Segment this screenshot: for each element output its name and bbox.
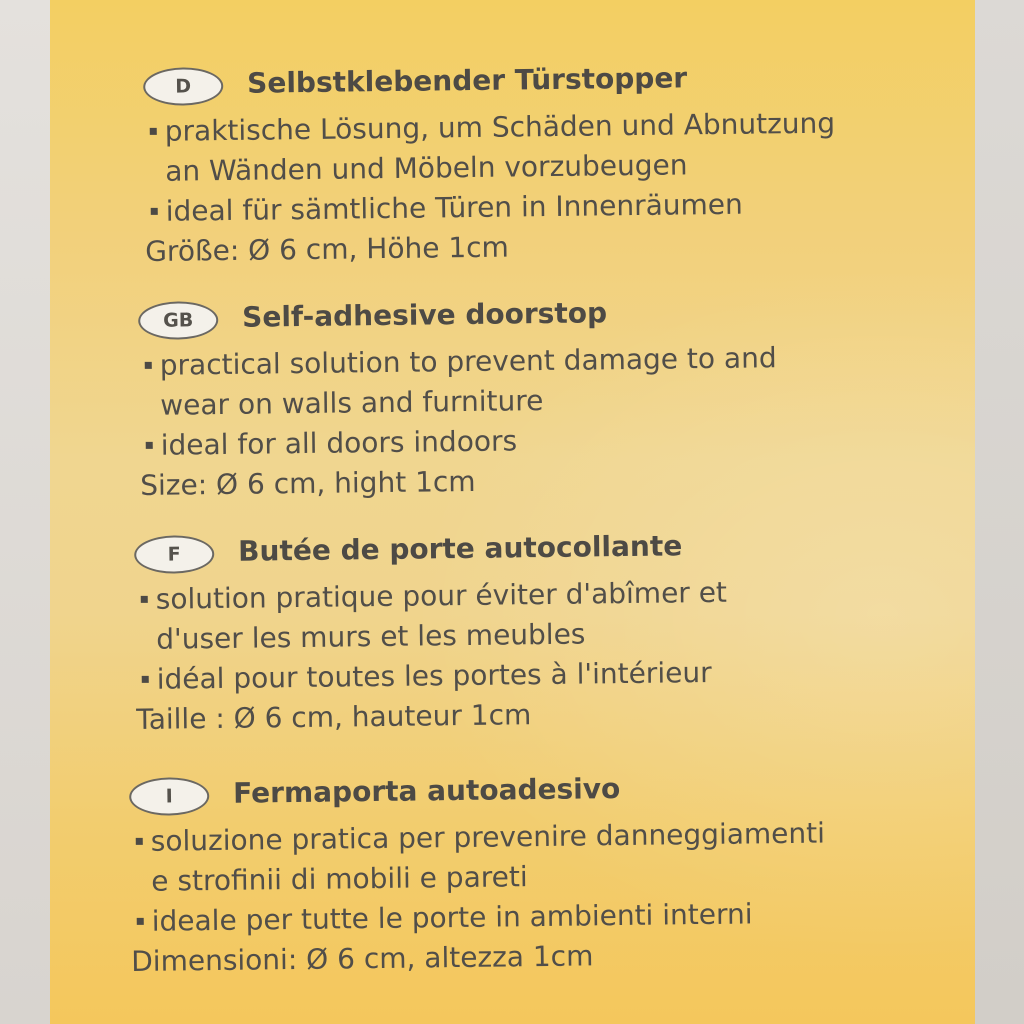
size-spec: Dimensioni: Ø 6 cm, altezza 1cm bbox=[131, 939, 594, 978]
product-title: Fermaporta autoadesivo bbox=[232, 772, 621, 810]
section-fr bbox=[134, 529, 729, 740]
feature-text: idéal pour toutes les portes à l'intérieur bbox=[156, 655, 712, 696]
feature-continuation: e strofinii di mobili e pareti bbox=[151, 860, 528, 898]
feature-continuation: wear on walls and furniture bbox=[160, 384, 544, 422]
section-header bbox=[138, 294, 776, 346]
product-title: Butée de porte autocollante bbox=[237, 529, 683, 568]
bullet-icon bbox=[142, 675, 149, 682]
size-spec: Size: Ø 6 cm, hight 1cm bbox=[140, 464, 476, 502]
size-spec: Taille : Ø 6 cm, hauteur 1cm bbox=[136, 698, 532, 736]
feature-line bbox=[145, 184, 837, 232]
feature-line bbox=[139, 338, 777, 386]
section-header bbox=[134, 529, 727, 580]
background-left-edge bbox=[0, 0, 50, 1024]
feature-text: ideale per tutte le porte in ambienti interni bbox=[151, 897, 753, 938]
language-badge: D bbox=[143, 67, 223, 106]
feature-text: soluzione pratica per prevenire danneggiamenti bbox=[150, 816, 826, 858]
section-header bbox=[129, 770, 825, 822]
language-badge: GB bbox=[138, 301, 218, 340]
feature-text: practical solution to prevent damage to and bbox=[159, 341, 777, 382]
feature-line bbox=[131, 893, 827, 941]
feature-continuation: an Wänden und Möbeln vorzubeugen bbox=[165, 148, 688, 188]
bullet-icon bbox=[136, 837, 143, 844]
feature-text: ideal for all doors indoors bbox=[160, 424, 518, 462]
bullet-icon bbox=[146, 441, 153, 448]
language-badge: I bbox=[129, 777, 209, 816]
size-spec: Größe: Ø 6 cm, Höhe 1cm bbox=[145, 230, 510, 268]
feature-text: solution pratique pour éviter d'abîmer et bbox=[155, 575, 728, 616]
section-header bbox=[143, 60, 835, 112]
feature-line bbox=[136, 653, 729, 700]
section-it bbox=[129, 770, 827, 982]
feature-text: praktische Lösung, um Schäden und Abnutzung bbox=[164, 106, 836, 148]
feature-line bbox=[135, 573, 728, 620]
feature-continuation: d'user les murs et les meubles bbox=[156, 617, 586, 656]
feature-line bbox=[144, 104, 836, 152]
bullet-icon bbox=[150, 127, 157, 134]
bullet-icon bbox=[145, 361, 152, 368]
product-title: Self-adhesive doorstop bbox=[241, 296, 608, 334]
section-de bbox=[143, 60, 837, 272]
bullet-icon bbox=[137, 917, 144, 924]
bullet-icon bbox=[151, 207, 158, 214]
background-right-edge bbox=[975, 0, 1024, 1024]
package-label bbox=[50, 0, 975, 1024]
product-title: Selbstklebender Türstopper bbox=[246, 61, 688, 100]
feature-line bbox=[130, 814, 826, 862]
bullet-icon bbox=[141, 595, 148, 602]
feature-text: ideal für sämtliche Türen in Innenräumen bbox=[165, 187, 743, 228]
section-gb bbox=[138, 294, 778, 506]
language-badge: F bbox=[134, 535, 214, 574]
